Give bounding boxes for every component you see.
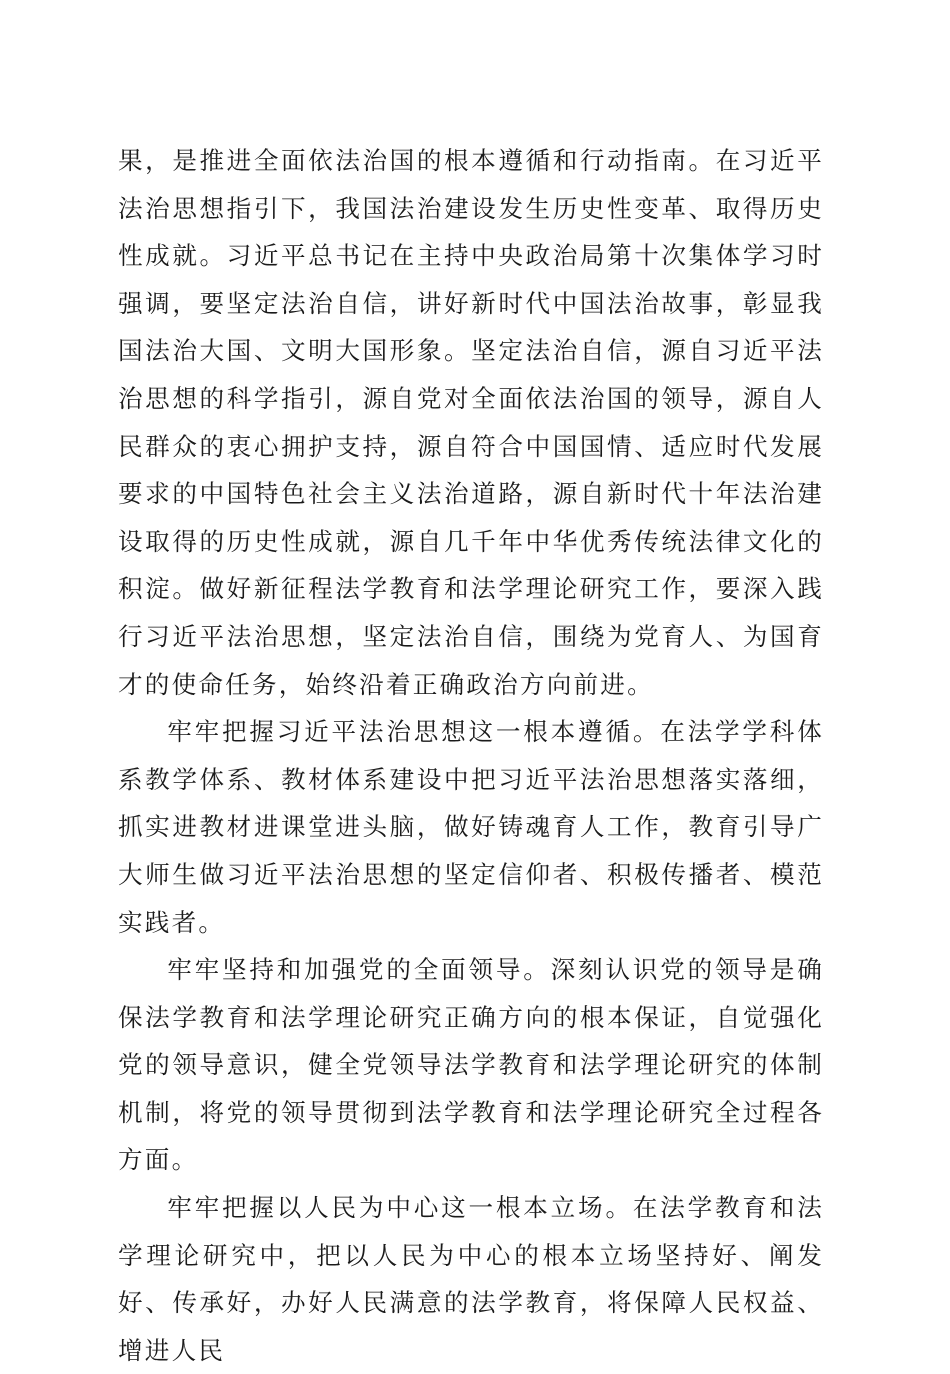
paragraph-people-centered: 牢牢把握以人民为中心这一根本立场。在法学教育和法学理论研究中，把以人民为中心的根本立场坚持好、阐发好、传承好，办好人民满意的法学教育，将保障人民权益、增进人民	[118, 1193, 824, 1365]
document-body	[118, 137, 824, 1374]
paragraph-legal-thought: 牢牢把握习近平法治思想这一根本遵循。在法学学科体系教学体系、教材体系建设中把习近平法治思想落实落细，抓实进教材进课堂进头脑，做好铸魂育人工作，教育引导广大师生做习近平法治思想的坚定信仰者、积极传播者、模范实践者。	[118, 717, 824, 937]
paragraph-party-leadership: 牢牢坚持和加强党的全面领导。深刻认识党的领导是确保法学教育和法学理论研究正确方向的根本保证，自觉强化党的领导意识，健全党领导法学教育和法学理论研究的体制机制，将党的领导贯彻到法学教育和法学理论研究全过程各方面。	[118, 955, 824, 1175]
paragraph-continued: 果，是推进全面依法治国的根本遵循和行动指南。在习近平法治思想指引下，我国法治建设发生历史性变革、取得历史性成就。习近平总书记在主持中央政治局第十次集体学习时强调，要坚定法治自信，讲好新时代中国法治故事，彰显我国法治大国、文明大国形象。坚定法治自信，源自习近平法治思想的科学指引，源自党对全面依法治国的领导，源自人民群众的衷心拥护支持，源自符合中国国情、适应时代发展要求的中国特色社会主义法治道路，源自新时代十年法治建设取得的历史性成就，源自几千年中华优秀传统法律文化的积淀。做好新征程法学教育和法学理论研究工作，要深入践行习近平法治思想，坚定法治自信，围绕为党育人、为国育才的使命任务，始终沿着正确政治方向前进。	[118, 146, 824, 699]
